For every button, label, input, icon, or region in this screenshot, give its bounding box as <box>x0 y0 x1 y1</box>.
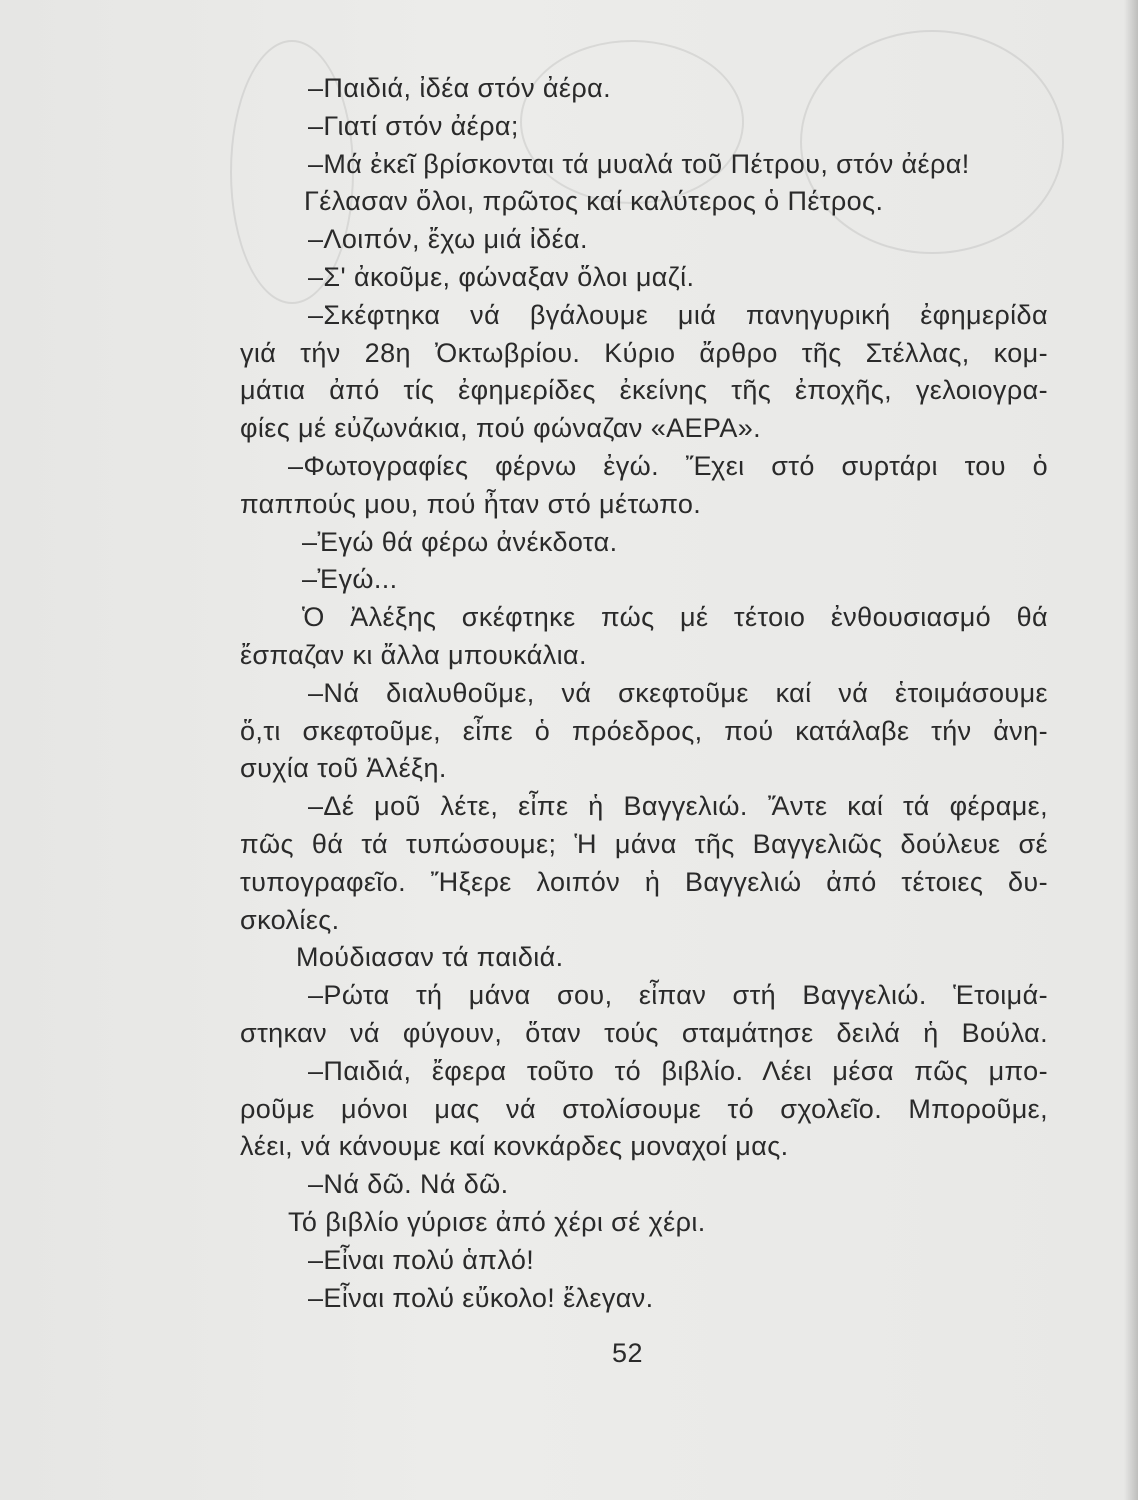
text-line: –Νά διαλυθοῦμε, νά σκεφτοῦμε καί νά ἑτοιμάσουμε <box>308 677 1048 708</box>
body-text <box>240 70 1048 1317</box>
text-line: –Ρώτα τή μάνα σου, εἶπαν στή Βαγγελιώ. Ἑτοιμά- <box>308 980 1048 1011</box>
text-line: –Δέ μοῦ λέτε, εἶπε ἡ Βαγγελιώ. Ἄντε καί τά φέραμε, <box>308 791 1048 822</box>
text-line: γιά τήν 28η Ὀκτωβρίου. Κύριο ἄρθρο τῆς Στέλλας, κομ- <box>240 337 1048 368</box>
text-line: –Παιδιά, ἰδέα στόν ἀέρα. <box>308 73 612 103</box>
page-number: 52 <box>612 1338 644 1368</box>
text-line: –Σκέφτηκα νά βγάλουμε μιά πανηγυρική ἐφημερίδα <box>308 299 1048 330</box>
text-line: Ὁ Ἀλέξης σκέφτηκε πώς μέ τέτοιο ἐνθουσιασμό θά <box>302 602 1048 633</box>
text-line: σκολίες. <box>240 904 340 935</box>
text-line: –Μά ἐκεῖ βρίσκονται τά μυαλά τοῦ Πέτρου, στόν ἀέρα! <box>308 148 970 179</box>
text-line: –Εἶναι πολύ εὔκολο! ἔλεγαν. <box>308 1282 654 1313</box>
text-line: –Λοιπόν, ἔχω μιά ἰδέα. <box>308 224 588 255</box>
text-line: –Εἶναι πολύ ἁπλό! <box>308 1244 535 1275</box>
text-line: ὅ,τι σκεφτοῦμε, εἶπε ὁ πρόεδρος, πού κατάλαβε τήν ἀνη- <box>240 715 1048 746</box>
page-edge-shadow <box>1124 0 1138 1500</box>
text-line: λέει, νά κάνουμε καί κονκάρδες μοναχοί μας. <box>240 1131 789 1162</box>
text-line: ἔσπαζαν κι ἄλλα μπουκάλια. <box>240 639 587 670</box>
text-line: ροῦμε μόνοι μας νά στολίσουμε τό σχολεῖο. Μποροῦμε, <box>240 1093 1048 1124</box>
text-line: στηκαν νά φύγουν, ὅταν τούς σταμάτησε δειλά ἡ Βούλα. <box>240 1017 1048 1048</box>
text-line: Τό βιβλίο γύρισε ἀπό χέρι σέ χέρι. <box>288 1206 706 1237</box>
text-line: παππούς μου, πού ἦταν στό μέτωπο. <box>240 488 702 519</box>
text-line: –Σ' ἀκοῦμε, φώναξαν ὅλοι μαζί. <box>308 261 695 292</box>
text-line: Μούδιασαν τά παιδιά. <box>296 942 564 973</box>
text-line: φίες μέ εὐζωνάκια, πού φώναζαν «ΑΕΡΑ». <box>240 413 762 444</box>
text-line: –Ἐγώ θά φέρω ἀνέκδοτα. <box>302 526 618 557</box>
text-line: Γέλασαν ὅλοι, πρῶτος καί καλύτερος ὁ Πέτρος. <box>304 186 884 217</box>
text-line: –Νά δῶ. Νά δῶ. <box>308 1169 509 1200</box>
text-line: τυπογραφεῖο. Ἤξερε λοιπόν ἡ Βαγγελιώ ἀπό τέτοιες δυ- <box>240 866 1048 897</box>
text-line: –Φωτογραφίες φέρνω ἐγώ. Ἔχει στό συρτάρι του ὁ <box>288 450 1048 481</box>
text-line: –Παιδιά, ἔφερα τοῦτο τό βιβλίο. Λέει μέσα πῶς μπο- <box>308 1055 1048 1086</box>
text-line: –Γιατί στόν ἀέρα; <box>308 110 519 141</box>
text-line: –Ἐγώ... <box>302 564 398 595</box>
text-line: συχία τοῦ Ἀλέξη. <box>240 753 447 784</box>
text-line: πῶς θά τά τυπώσουμε; Ἡ μάνα τῆς Βαγγελιῶς δούλευε σέ <box>240 828 1048 859</box>
text-line: μάτια ἀπό τίς ἐφημερίδες ἐκείνης τῆς ἐποχῆς, γελοιογρα- <box>240 375 1048 406</box>
